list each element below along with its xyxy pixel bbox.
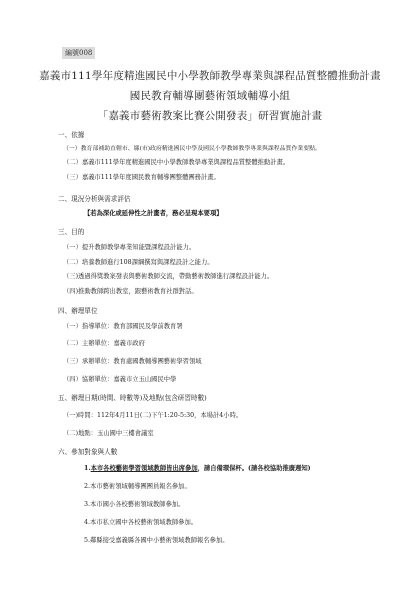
participants-highlight [84,463,311,472]
participants-item-3: 3.本市國小各校藝術領域教師參加。 [84,501,185,508]
title-line-1: 嘉義市111學年度精進國民中小學教師教學專業與課程品質整體推動計畫 [39,70,381,82]
participants-highlight-rest: ，請自備環保杯。(請各校協助推廣週知) [197,465,311,472]
units-item-4: （四）協辦單位：嘉義市立玉山國民中學 [63,376,177,383]
title-line-2: 國民教育輔導團藝術領域輔導小組 [129,90,291,102]
participants-item-4: 4.本市私立國中各校藝術領域教師參加。 [84,519,198,526]
basis-item-1: （一）教育部補助直轄市、縣(市)政府精進國民中學及國民小學教師教學專業與課程品質作業要點。 [63,146,321,152]
section-units-heading: 四、辦理單位 [58,307,98,315]
schedule-time: （一)時間：112年4月11日(二)下午1:20-5:30，本場計4小時。 [63,412,243,419]
participants-highlight-prefix: 1. [84,465,91,472]
section-participants-heading: 六、參加對象與人數 [58,448,118,456]
goals-item-3: （三)透過得獎教案發表與藝術教師交流，帶動藝術教師進行課程設計能力。 [63,273,274,280]
participants-highlight-underlined: 本市各校藝術學習領域教師皆出席參加 [90,465,198,472]
section-schedule-heading: 五、辦理日期(時間、時數等)及地點(包含研習時數) [58,394,207,402]
goals-item-4: （四)推動教師跨出教室，跟藝術教育社群對話。 [63,288,198,295]
participants-item-2: 2.本市藝術領域輔導團團員報名參加。 [84,483,191,490]
goals-item-2: （二）培養教師進行108課綱撰寫與課程設計之能力。 [63,259,214,266]
basis-item-2: （二）嘉義市111學年度精進國民中小學教師教學專業與課程品質整體推動計畫。 [63,159,290,166]
section-basis-heading: 一、依據 [58,131,85,139]
units-item-2: （二）主辦單位：嘉義市政府 [63,340,145,347]
analysis-note: 【若為深化或延伸性之計畫者，務必呈現本要項】 [84,210,223,217]
units-item-1: （一）指導單位：教育部國民及學前教育署 [63,323,183,330]
document-number-badge: 編號008 [62,47,95,59]
basis-item-3: （三）嘉義市111學年度國民教育輔導團整體團務計畫。 [63,174,220,181]
goals-item-1: （一）提升教師教學專業知能暨課程設計能力。 [63,244,196,251]
participants-item-5: 5.鄰縣接受嘉義縣各國中小藝術領域教師報名參加。 [84,537,229,544]
section-analysis-heading: 二、現況分析與需求評估 [58,195,131,203]
title-line-3: 「嘉義市藝術教案比賽公開發表」研習實施計畫 [97,110,323,122]
units-item-3: （三）承辦單位：教育處國教輔導團藝術學習領域 [63,358,202,365]
schedule-location: （二)地點：玉山國中三樓會議室 [63,430,154,437]
section-goals-heading: 三、目的 [58,228,85,236]
